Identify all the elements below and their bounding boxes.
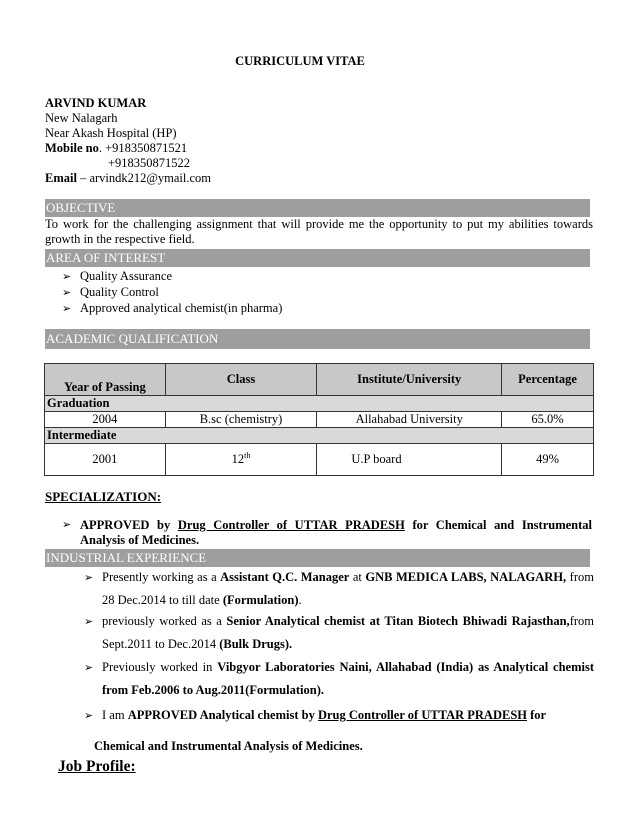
group-label: Intermediate <box>45 428 594 444</box>
industrial-experience-heading: INDUSTRIAL EXPERIENCE <box>45 549 590 567</box>
candidate-name: ARVIND KUMAR <box>45 96 147 110</box>
experience-item-2: ➢ previously worked as a Senior Analytical chemist at Titan Biotech Bhiwadi Rajasthan,from Sept.2011 to Dec.2014 (Bulk Drugs). <box>84 610 594 655</box>
drug-controller-link-text: Drug Controller of UTTAR PRADESH <box>317 708 527 722</box>
experience-item-4: ➢ I am APPROVED Analytical chemist by Drug Controller of UTTAR PRADESH for Chemical and Instrumental Analysis of Medicines. <box>84 704 594 757</box>
contact-block <box>45 96 211 186</box>
mobile-number-1: . +918350871521 <box>98 141 188 155</box>
table-cell: 2001 <box>45 444 166 476</box>
list-item: ➢ Quality Control <box>62 285 159 299</box>
objective-heading: OBJECTIVE <box>45 199 590 217</box>
table-cell: 2004 <box>45 412 166 428</box>
group-row-intermediate <box>45 428 594 444</box>
table-cell: 49% <box>502 444 594 476</box>
mobile-label: Mobile no <box>45 141 99 155</box>
academic-table <box>44 363 594 476</box>
column-header: Class <box>165 364 317 396</box>
area-of-interest-heading: AREA OF INTEREST <box>45 249 590 267</box>
specialization-item: ➢ APPROVED by Drug Controller of UTTAR PRADESH for Chemical and Instrumental Analysis of Medicines. <box>62 518 592 547</box>
arrow-bullet-icon: ➢ <box>62 286 72 299</box>
table-cell: Allahabad University <box>317 412 502 428</box>
interest-list <box>62 269 282 317</box>
document-title: CURRICULUM VITAE <box>235 54 365 68</box>
table-row <box>45 444 594 476</box>
mobile-line-2 <box>45 156 211 171</box>
objective-text: To work for the challenging assignment that will provide me the opportunity to put my abilities towards growth in the respective field. <box>45 217 593 246</box>
academic-heading: ACADEMIC QUALIFICATION <box>45 329 590 349</box>
mobile-line <box>45 141 211 156</box>
job-profile-heading: Job Profile: <box>58 758 136 775</box>
column-header: Percentage <box>502 364 594 396</box>
arrow-bullet-icon: ➢ <box>84 615 94 628</box>
list-item: ➢ Quality Assurance <box>62 269 172 283</box>
experience-item-1: ➢ Presently working as a Assistant Q.C. Manager at GNB MEDICA LABS, NALAGARH, from 28 Dec.2014 to till date (Formulation). <box>84 566 594 611</box>
drug-controller-link-text: Drug Controller of UTTAR PRADESH <box>177 518 405 532</box>
arrow-bullet-icon: ➢ <box>84 571 94 584</box>
table-cell: U.P board <box>317 444 502 476</box>
column-header: Institute/University <box>317 364 502 396</box>
table-header-row <box>45 364 594 396</box>
table-cell: B.sc (chemistry) <box>165 412 317 428</box>
table-cell: 65.0% <box>502 412 594 428</box>
mobile-number-2: +918350871522 <box>108 156 191 170</box>
arrow-bullet-icon: ➢ <box>84 661 94 674</box>
address-line-2: Near Akash Hospital (HP) <box>45 126 177 140</box>
arrow-bullet-icon: ➢ <box>62 302 72 315</box>
arrow-bullet-icon: ➢ <box>62 270 72 283</box>
email-value: – arvindk212@ymail.com <box>76 171 212 185</box>
experience-item-3: ➢ Previously worked in Vibgyor Laboratories Naini, Allahabad (India) as Analytical chemist from Feb.2006 to Aug.2011(Formulation). <box>84 656 594 701</box>
arrow-bullet-icon: ➢ <box>62 518 72 531</box>
list-item: ➢ Approved analytical chemist(in pharma) <box>62 301 283 315</box>
email-label: Email <box>45 171 77 185</box>
table-row <box>45 412 594 428</box>
table-cell: 12th <box>165 444 317 476</box>
address-line-1: New Nalagarh <box>45 111 118 125</box>
column-header: Year of Passing <box>45 364 166 396</box>
arrow-bullet-icon: ➢ <box>84 709 94 722</box>
group-row-graduation <box>45 396 594 412</box>
specialization-heading: SPECIALIZATION: <box>45 489 162 504</box>
group-label: Graduation <box>45 396 594 412</box>
email-line <box>45 171 211 186</box>
